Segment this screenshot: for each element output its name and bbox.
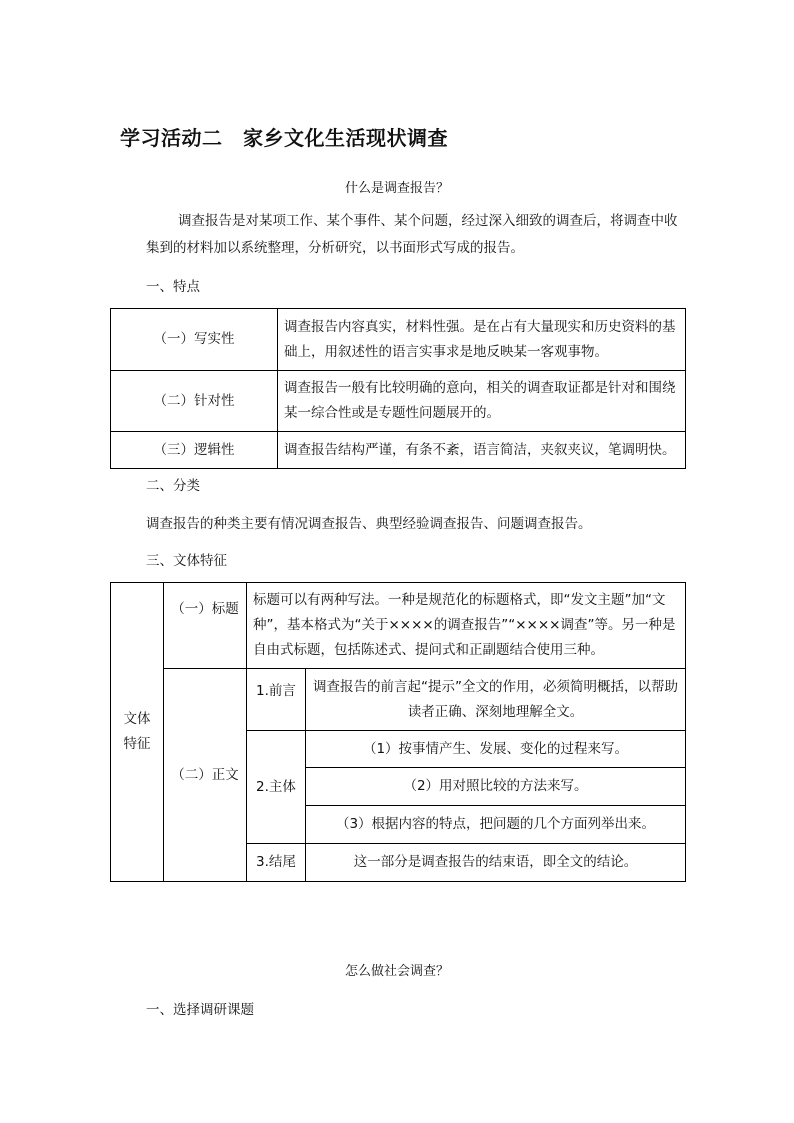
feature-text: 调查报告结构严谨，有条不紊，语言简洁，夹叙夹议，笔调明快。	[278, 432, 686, 469]
feature-label: （一）写实性	[111, 309, 278, 371]
style-features-table	[110, 582, 686, 882]
ending-text: 这一部分是调查报告的结束语，即全文的结论。	[306, 844, 686, 882]
table-row	[111, 371, 686, 432]
feature-label: （三）逻辑性	[111, 432, 278, 469]
preface-text: 调查报告的前言起“提示”全文的作用，必须简明概括，以帮助读者正确、深刻地理解全文。	[306, 669, 686, 731]
feature-text: 调查报告内容真实，材料性强。是在占有大量现实和历史资料的基础上，用叙述性的语言实事求是地反映某一客观事物。	[278, 309, 686, 371]
categories-text: 调查报告的种类主要有情况调查报告、典型经验调查报告、问题调查报告。	[146, 516, 592, 532]
preface-label: 1.前言	[247, 669, 306, 731]
section-features-heading: 一、特点	[146, 279, 200, 295]
page-title: 学习活动二 家乡文化生活现状调查	[120, 126, 448, 150]
feature-text: 调查报告一般有比较明确的意向，相关的调查取证都是针对和围绕某一综合性或是专题性问题展开的。	[278, 371, 686, 432]
what-is-heading: 什么是调查报告？	[344, 181, 449, 196]
style-features-label: 文体特征	[111, 583, 164, 882]
main-item: （3）根据内容的特点，把问题的几个方面列举出来。	[306, 806, 686, 844]
body-label: （二）正文	[164, 669, 247, 882]
features-table	[110, 308, 686, 469]
ending-label: 3.结尾	[247, 844, 306, 882]
main-label: 2.主体	[247, 731, 306, 844]
title-text: 标题可以有两种写法。一种是规范化的标题格式，即“发文主题”加“文种”，基本格式为“关于××××的调查报告”“××××调查”等。另一种是自由式标题，包括陈述式、提问式和正副题结合使用三种。	[247, 583, 686, 669]
step1-heading: 一、选择调研课题	[146, 1002, 254, 1018]
main-item: （2）用对照比较的方法来写。	[306, 768, 686, 806]
title-label: （一）标题	[164, 583, 247, 669]
main-item: （1）按事情产生、发展、变化的过程来写。	[306, 731, 686, 768]
feature-label: （二）针对性	[111, 371, 278, 432]
table-row	[111, 309, 686, 371]
table-row	[111, 583, 686, 669]
how-to-heading: 怎么做社会调查？	[344, 964, 449, 979]
table-row	[111, 432, 686, 469]
table-row	[111, 669, 686, 731]
definition-paragraph: 调查报告是对某项工作、某个事件、某个问题，经过深入细致的调查后，将调查中收集到的材料加以系统整理，分析研究，以书面形式写成的报告。	[146, 213, 678, 256]
section-style-heading: 三、文体特征	[146, 553, 227, 569]
section-categories-heading: 二、分类	[146, 478, 200, 494]
